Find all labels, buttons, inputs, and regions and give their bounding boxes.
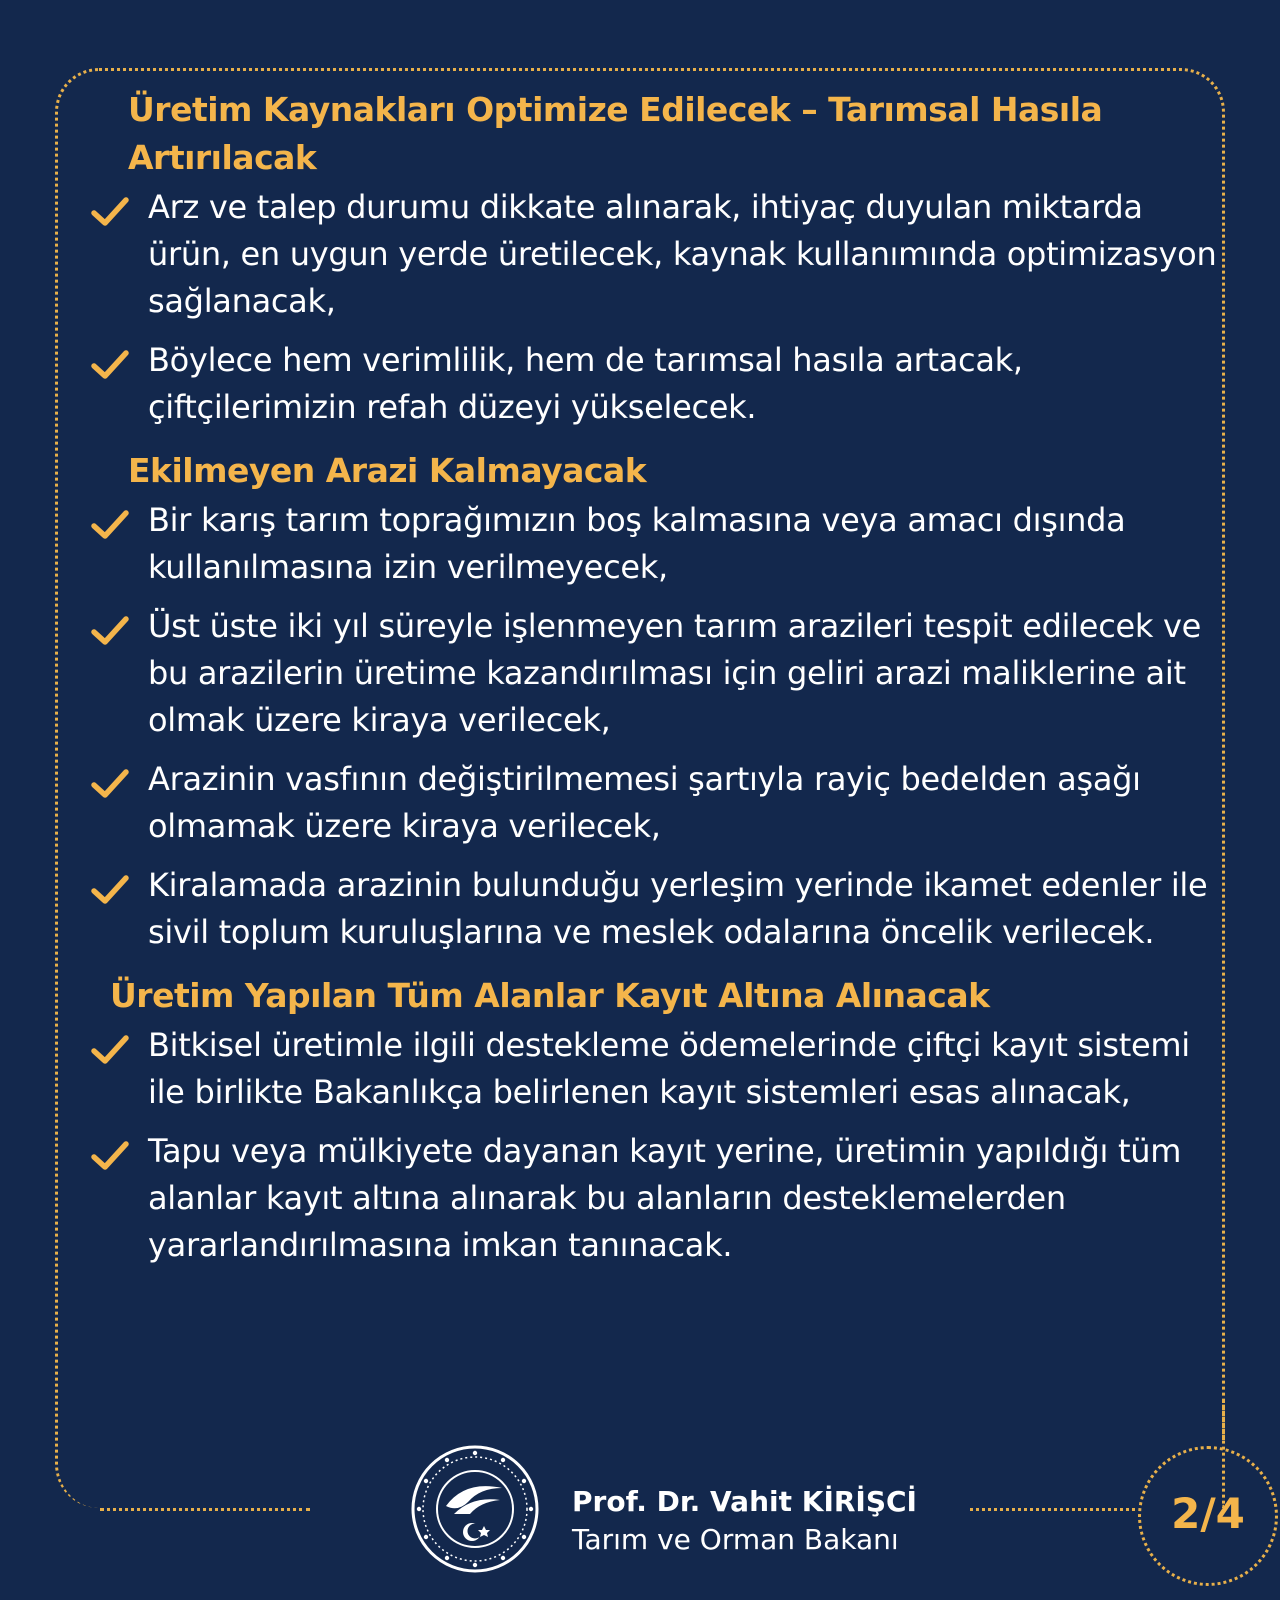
- content-area: [88, 86, 1228, 1285]
- list-item: [88, 862, 1228, 956]
- author-name: Prof. Dr. Vahit KİRİŞCİ: [572, 1485, 917, 1518]
- list-item-text: Böylece hem verimlilik, hem de tarımsal hasıla artacak, çiftçilerimizin refah düzeyi yükselecek.: [148, 341, 1023, 426]
- check-icon: [88, 343, 132, 387]
- list-item-text: Bir karış tarım toprağımızın boş kalmasına veya amacı dışında kullanılmasına izin verilmeyecek,: [148, 501, 1126, 586]
- list-item-text: Arz ve talep durumu dikkate alınarak, ihtiyaç duyulan miktarda ürün, en uygun yerde üretilecek, kaynak kullanımında optimizasyon sağlanacak,: [148, 188, 1217, 320]
- section-heading: Üretim Kaynakları Optimize Edilecek – Tarımsal Hasıla Artırılacak: [128, 90, 1103, 177]
- section-heading: Üretim Yapılan Tüm Alanlar Kayıt Altına Alınacak: [110, 976, 990, 1015]
- list-item-text: Tapu veya mülkiyete dayanan kayıt yerine, üretimin yapıldığı tüm alanlar kayıt altına alınarak bu alanların desteklemelerden yararlandırılmasına imkan tanınacak.: [148, 1132, 1182, 1264]
- list-item: [88, 1128, 1228, 1269]
- list-item: [88, 1022, 1228, 1116]
- check-icon: [88, 762, 132, 806]
- check-icon: [88, 1028, 132, 1072]
- section-heading: Ekilmeyen Arazi Kalmayacak: [128, 451, 647, 490]
- ministry-seal-logo: [410, 1444, 540, 1574]
- section-1: [88, 86, 1228, 431]
- list-item-text: Bitkisel üretimle ilgili destekleme ödemelerinde çiftçi kayıt sistemi ile birlikte Bakanlıkça belirlenen kayıt sistemleri esas alınacak,: [148, 1026, 1190, 1111]
- list-item: [88, 603, 1228, 744]
- list-item: [88, 756, 1228, 850]
- page-number: 2/4: [1171, 1489, 1245, 1538]
- section-3: [88, 972, 1228, 1269]
- list-item-text: Kiralamada arazinin bulunduğu yerleşim yerinde ikamet edenler ile sivil toplum kuruluşlarına ve meslek odalarına öncelik verilecek.: [148, 866, 1208, 951]
- section-2: [88, 447, 1228, 956]
- list-item: [88, 497, 1228, 591]
- frame-bottom-left-line: [100, 1508, 310, 1511]
- check-icon: [88, 503, 132, 547]
- check-icon: [88, 1134, 132, 1178]
- list-item-text: Üst üste iki yıl süreyle işlenmeyen tarım arazileri tespit edilecek ve bu arazilerin üretime kazandırılması için geliri arazi maliklerine ait olmak üzere kiraya verilecek,: [148, 607, 1202, 739]
- check-icon: [88, 609, 132, 653]
- list-item: [88, 337, 1228, 431]
- frame-bottom-right-line: [970, 1508, 1135, 1511]
- check-icon: [88, 868, 132, 912]
- author-title: Tarım ve Orman Bakanı: [572, 1523, 899, 1556]
- list-item-text: Arazinin vasfının değiştirilmemesi şartıyla rayiç bedelden aşağı olmamak üzere kiraya verilecek,: [148, 760, 1141, 845]
- check-icon: [88, 190, 132, 234]
- list-item: [88, 184, 1228, 325]
- frame-right-edge: [1222, 1400, 1225, 1440]
